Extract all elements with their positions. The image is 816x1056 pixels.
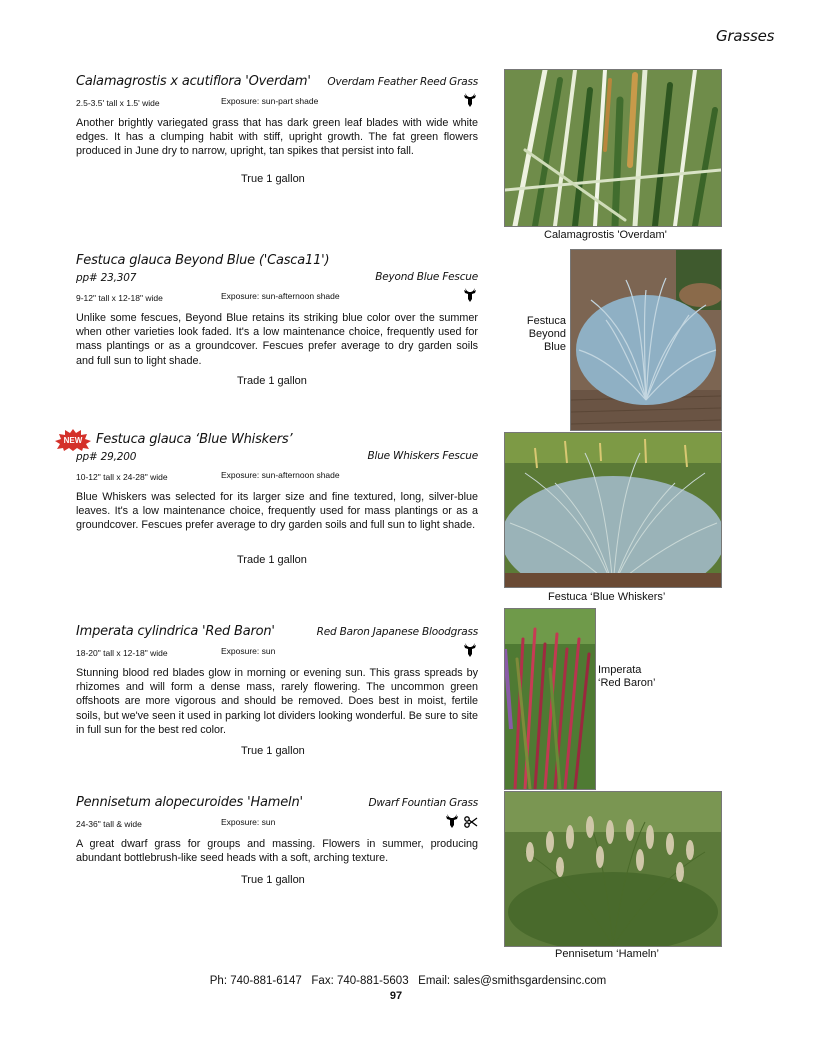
plant-entry-blue-whiskers xyxy=(76,432,478,533)
plant-entry-hameln xyxy=(76,795,478,865)
botanical-name: Festuca glauca ‘Blue Whiskers’ xyxy=(96,432,293,447)
common-name: Overdam Feather Reed Grass xyxy=(327,76,478,88)
section-title: Grasses xyxy=(716,27,775,45)
photo-pennisetum-hameln xyxy=(504,791,722,947)
footer-contact: Ph: 740-881-6147 Fax: 740-881-5603 Email: sales@smithsgardensinc.com xyxy=(209,975,607,987)
plant-description: Stunning blood red blades glow in morning or evening sun. This grass spreads by rhizomes and will form a dense mass, rarely flowering. The uncommon green offshoots are more vigorous and should be removed. Does best in moist, fertile soils, but we've seen it used in parking lot dividers looking wonderful. Be sure to site in full sun for the best red color. xyxy=(76,667,478,736)
plant-icons xyxy=(444,813,478,833)
container-size: Trade 1 gallon xyxy=(237,375,307,387)
botanical-name: Pennisetum alopecuroides 'Hameln' xyxy=(76,795,303,810)
deer-resistant-icon xyxy=(444,813,460,829)
cut-flower-icon xyxy=(464,815,478,829)
plant-size: 2.5-3.5' tall x 1.5' wide xyxy=(76,98,160,108)
photo-caption: Imperata ‘Red Baron’ xyxy=(598,664,656,689)
plant-patent: pp# 23,307 xyxy=(76,272,137,284)
plant-exposure: Exposure: sun xyxy=(221,817,276,827)
plant-exposure: Exposure: sun xyxy=(221,646,276,656)
plant-exposure: Exposure: sun-part shade xyxy=(221,96,319,106)
deer-resistant-icon xyxy=(462,92,478,112)
plant-description: Another brightly variegated grass that has dark green leaf blades with wide white edges. It has a clumping habit with stiff, upright growth. The fat green flowers produced in June dry to narrow, upright, tan spikes that persist into fall. xyxy=(76,117,478,158)
photo-calamagrostis-overdam xyxy=(504,69,722,227)
common-name: Red Baron Japanese Bloodgrass xyxy=(316,626,478,638)
photo-caption: Calamagrostis 'Overdam' xyxy=(544,229,667,241)
svg-text:NEW: NEW xyxy=(63,436,83,445)
plant-description: Blue Whiskers was selected for its larger size and fine textured, long, silver-blue leaves. It's a low maintenance choice, frequently used for mass plantings or as a groundcover. Fescues prefer average to dry garden soils and full sun to light shade. xyxy=(76,491,478,532)
deer-resistant-icon xyxy=(462,642,478,662)
plant-size: 9-12" tall x 12-18" wide xyxy=(76,293,163,303)
photo-caption: Festuca Beyond Blue xyxy=(526,315,566,353)
botanical-name: Calamagrostis x acutiflora 'Overdam' xyxy=(76,74,311,89)
plant-size: 10-12" tall x 24-28" wide xyxy=(76,472,168,482)
photo-festuca-beyond-blue xyxy=(570,249,722,431)
photo-imperata-red-baron xyxy=(504,608,596,790)
plant-size: 18-20" tall x 12-18" wide xyxy=(76,648,168,658)
plant-description: A great dwarf grass for groups and massing. Flowers in summer, producing abundant bottlebrush-like seed heads with a soft, arching texture. xyxy=(76,838,478,865)
photo-caption: Pennisetum ‘Hameln’ xyxy=(555,948,659,960)
plant-patent: pp# 29,200 xyxy=(76,451,137,463)
plant-exposure: Exposure: sun-afternoon shade xyxy=(221,291,340,301)
photo-caption: Festuca ‘Blue Whiskers’ xyxy=(548,591,666,603)
deer-resistant-icon xyxy=(462,287,478,307)
container-size: True 1 gallon xyxy=(241,173,305,185)
plant-exposure: Exposure: sun-afternoon shade xyxy=(221,470,340,480)
plant-entry-red-baron xyxy=(76,624,478,737)
common-name: Beyond Blue Fescue xyxy=(375,271,478,283)
page-number: 97 xyxy=(389,990,403,1002)
plant-size: 24-36" tall & wide xyxy=(76,819,142,829)
botanical-name: Festuca glauca Beyond Blue ('Casca11') xyxy=(76,253,330,268)
plant-entry-overdam xyxy=(76,74,478,159)
common-name: Dwarf Fountian Grass xyxy=(368,797,478,809)
plant-entry-beyond-blue xyxy=(76,253,478,368)
plant-description: Unlike some fescues, Beyond Blue retains its striking blue color over the summer when other varieties look faded. It's a low maintenance choice, frequently used for mass plantings or as a groundcover. Fescues prefer average to dry garden soils and full sun to light shade. xyxy=(76,312,478,367)
container-size: True 1 gallon xyxy=(241,874,305,886)
photo-festuca-blue-whiskers xyxy=(504,432,722,588)
botanical-name: Imperata cylindrica 'Red Baron' xyxy=(76,624,275,639)
common-name: Blue Whiskers Fescue xyxy=(367,450,478,462)
container-size: True 1 gallon xyxy=(241,745,305,757)
container-size: Trade 1 gallon xyxy=(237,554,307,566)
